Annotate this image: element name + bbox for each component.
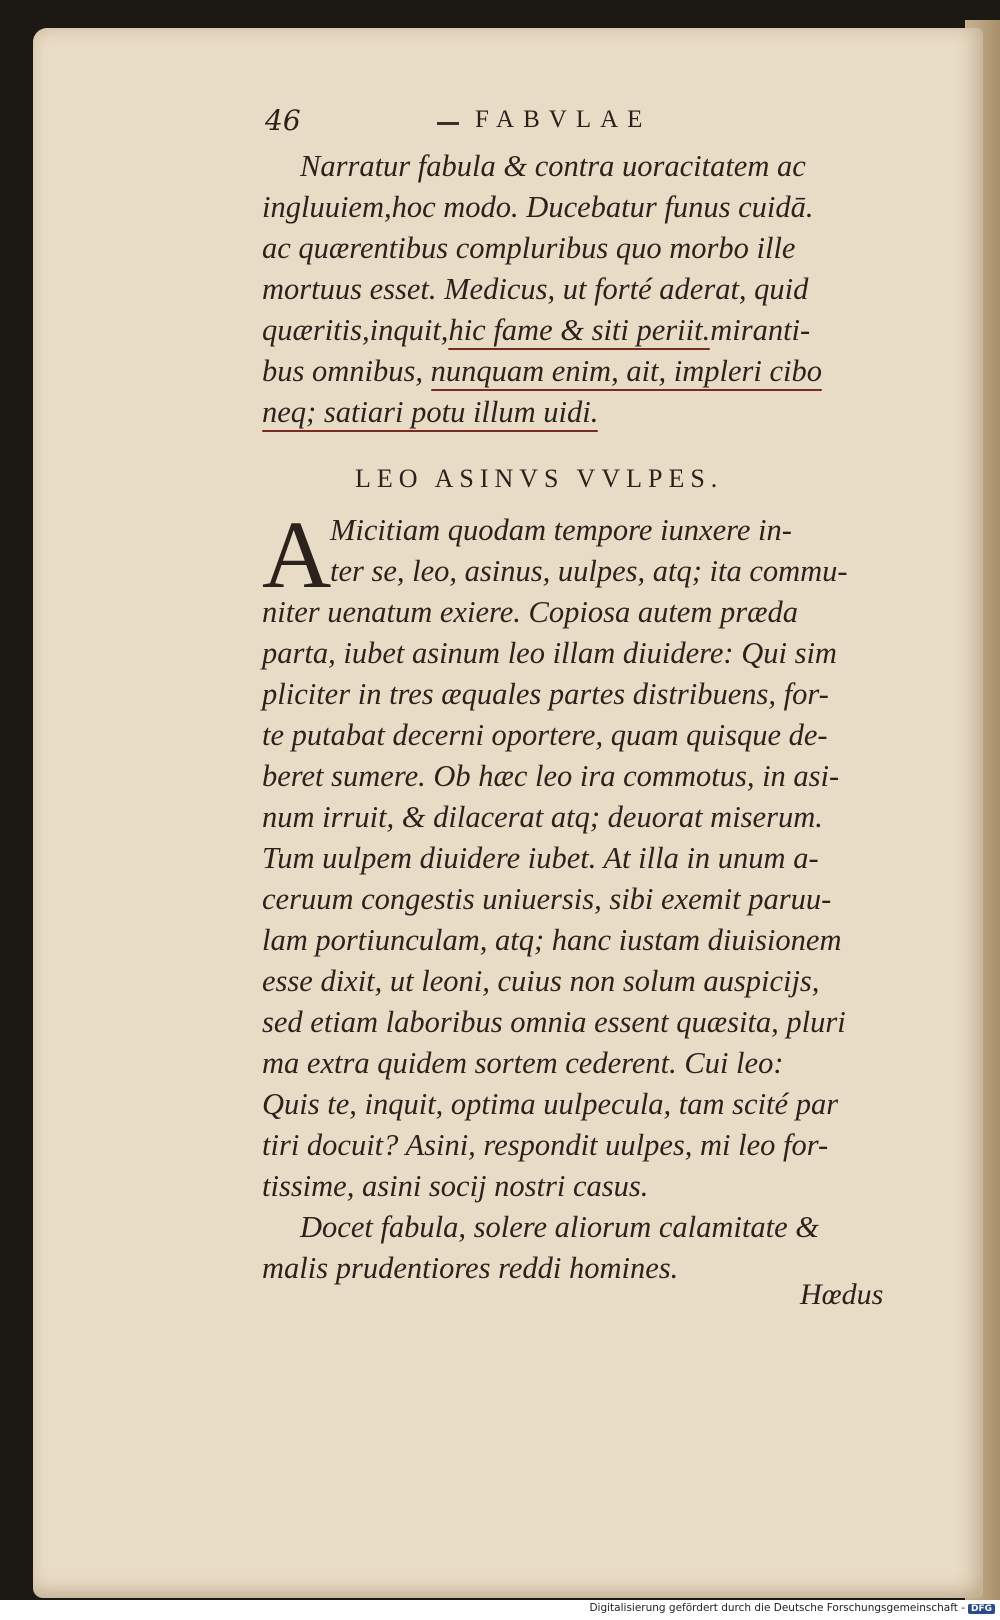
underlined-text: neq; satiari potu illum uidi. xyxy=(262,395,599,429)
text-line: Micitiam quodam tempore iunxere in- xyxy=(330,513,792,547)
text-line: ceruum congestis uniuersis, sibi exemit paruu- xyxy=(262,882,832,916)
text-line: pliciter in tres æquales partes distribuens, for- xyxy=(262,677,829,711)
fable-body xyxy=(262,501,912,1289)
text-line: parta, iubet asinum leo illam diuidere: Qui sim xyxy=(262,636,837,670)
text-line xyxy=(262,392,912,433)
text-line xyxy=(262,351,912,392)
credit-text: Digitalisierung gefördert durch die Deutsche Forschungsgemeinschaft - xyxy=(589,1602,965,1614)
text-line: Quis te, inquit, optima uulpecula, tam scité par xyxy=(262,1087,839,1121)
text-line: ma extra quidem sortem cederent. Cui leo: xyxy=(262,1046,784,1080)
text-line: beret sumere. Ob hæc leo ira commotus, in asi- xyxy=(262,759,840,793)
catchword: Hœdus xyxy=(800,1278,884,1311)
text-line: num irruit, & dilacerat atq; deuorat miserum. xyxy=(262,800,823,834)
text-line: esse dixit, ut leoni, cuius non solum auspicijs, xyxy=(262,964,820,998)
underlined-text: nunquam enim, ait, impleri cibo xyxy=(430,354,823,388)
text-line: lam portiunculam, atq; hanc iustam diuisionem xyxy=(262,923,842,957)
page-number: 46 xyxy=(265,104,301,137)
text-line: ingluuiem,hoc modo. Ducebatur funus cuidā. xyxy=(262,190,814,224)
page-header xyxy=(265,104,885,144)
dfg-logo-icon: DFG xyxy=(968,1604,995,1614)
text-line xyxy=(262,310,912,351)
text-line: te putabat decerni oportere, quam quisque de- xyxy=(262,718,828,752)
text-line: tissime, asini socij nostri casus. xyxy=(262,1169,649,1203)
text-segment: bus omnibus, xyxy=(262,354,431,388)
previous-fable-conclusion xyxy=(262,146,912,433)
text-line: mortuus esset. Medicus, ut forté aderat, quid xyxy=(262,272,809,306)
header-ornament xyxy=(437,122,459,125)
fable-title: LEO ASINVS VVLPES. xyxy=(355,464,724,493)
text-line: niter uenatum exiere. Copiosa autem præda xyxy=(262,595,798,629)
digitization-credit xyxy=(540,1602,995,1618)
running-title: FABVLAE xyxy=(475,106,652,133)
text-line: ter se, leo, asinus, uulpes, atq; ita commu- xyxy=(330,554,848,588)
text-segment: quæritis,inquit, xyxy=(262,313,449,347)
drop-cap: A xyxy=(262,501,332,608)
text-line: tiri docuit? Asini, respondit uulpes, mi leo for- xyxy=(262,1128,829,1162)
text-line: Tum uulpem diuidere iubet. At illa in unum a- xyxy=(262,841,819,875)
text-line: ac quærentibus compluribus quo morbo ille xyxy=(262,231,796,265)
text-line: malis prudentiores reddi homines. xyxy=(262,1251,679,1285)
text-line: sed etiam laboribus omnia essent quæsita, pluri xyxy=(262,1005,846,1039)
text-line: Narratur fabula & contra uoracitatem ac xyxy=(300,149,806,183)
underlined-text: hic fame & siti periit. xyxy=(448,313,711,347)
text-line: Docet fabula, solere aliorum calamitate & xyxy=(300,1210,819,1244)
text-segment: miranti- xyxy=(710,313,811,347)
